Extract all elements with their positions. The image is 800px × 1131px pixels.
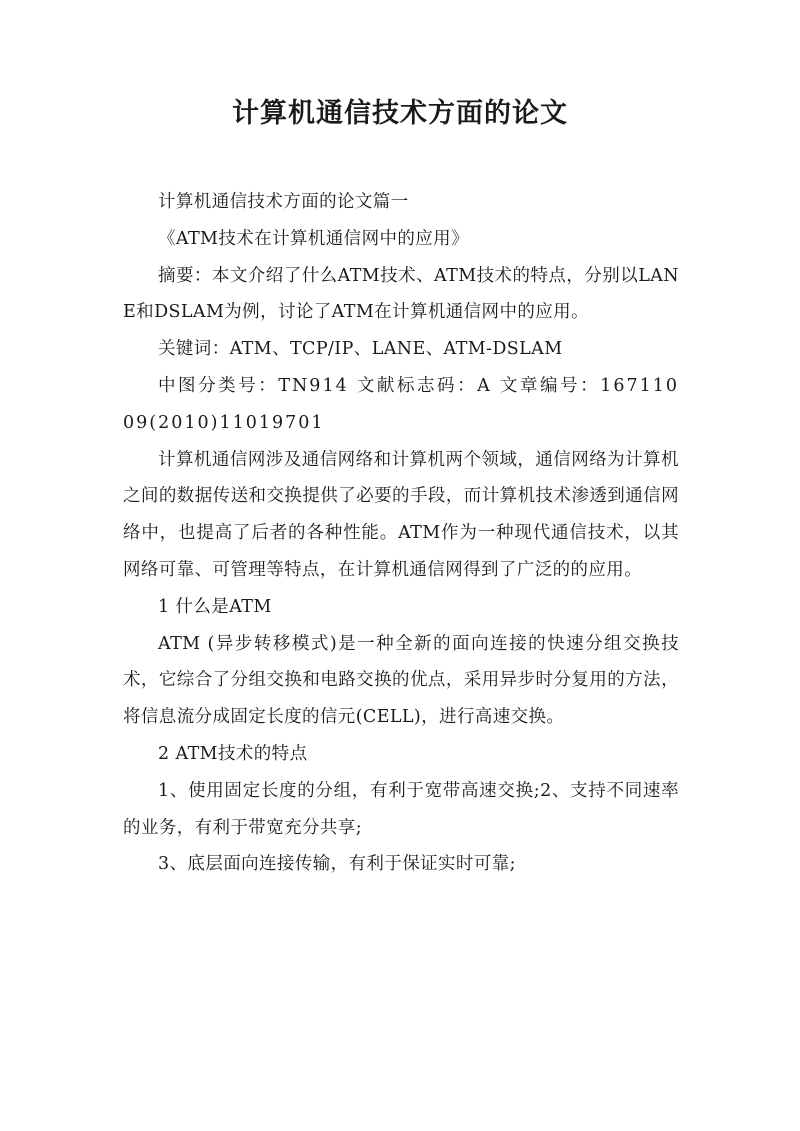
subheading-what-is-atm: 1 什么是ATM [158, 596, 272, 617]
features-paragraph-2: 3、底层面向连接传输，有利于保证实时可靠; [158, 854, 516, 875]
abstract-paragraph: 摘要：本文介绍了什么ATM技术、ATM技术的特点，分别以LANE和DSLAM为例，讨论了ATM在计算机通信网中的应用。 [123, 265, 679, 323]
features-paragraph-1: 1、使用固定长度的分组，有利于宽带高速交换;2、支持不同速率的业务，有利于带宽充分共享; [123, 780, 679, 838]
atm-definition-paragraph: ATM (异步转移模式)是一种全新的面向连接的快速分组交换技术，它综合了分组交换和电路交换的优点，采用异步时分复用的方法，将信息流分成固定长度的信元(CELL)，进行高速交换。 [123, 633, 679, 728]
document-body [123, 184, 679, 883]
document-title: 计算机通信技术方面的论文 [232, 98, 568, 129]
intro-paragraph: 计算机通信网涉及通信网络和计算机两个领域，通信网络为计算机之间的数据传送和交换提供了必要的手段，而计算机技术渗透到通信网络中，也提高了后者的各种性能。ATM作为一种现代通信技术，以其网络可靠、可管理等特点，在计算机通信网得到了广泛的的应用。 [123, 449, 679, 580]
keywords-paragraph: 关键词：ATM、TCP/IP、LANE、ATM-DSLAM [158, 339, 563, 360]
classification-paragraph: 中图分类号：TN914 文献标志码：A 文章编号：16711009(2010)11019701 [123, 375, 679, 433]
subheading-atm-features: 2 ATM技术的特点 [158, 743, 308, 764]
section-heading: 计算机通信技术方面的论文篇一 [158, 192, 409, 212]
article-title: 《ATM技术在计算机通信网中的应用》 [158, 228, 469, 249]
